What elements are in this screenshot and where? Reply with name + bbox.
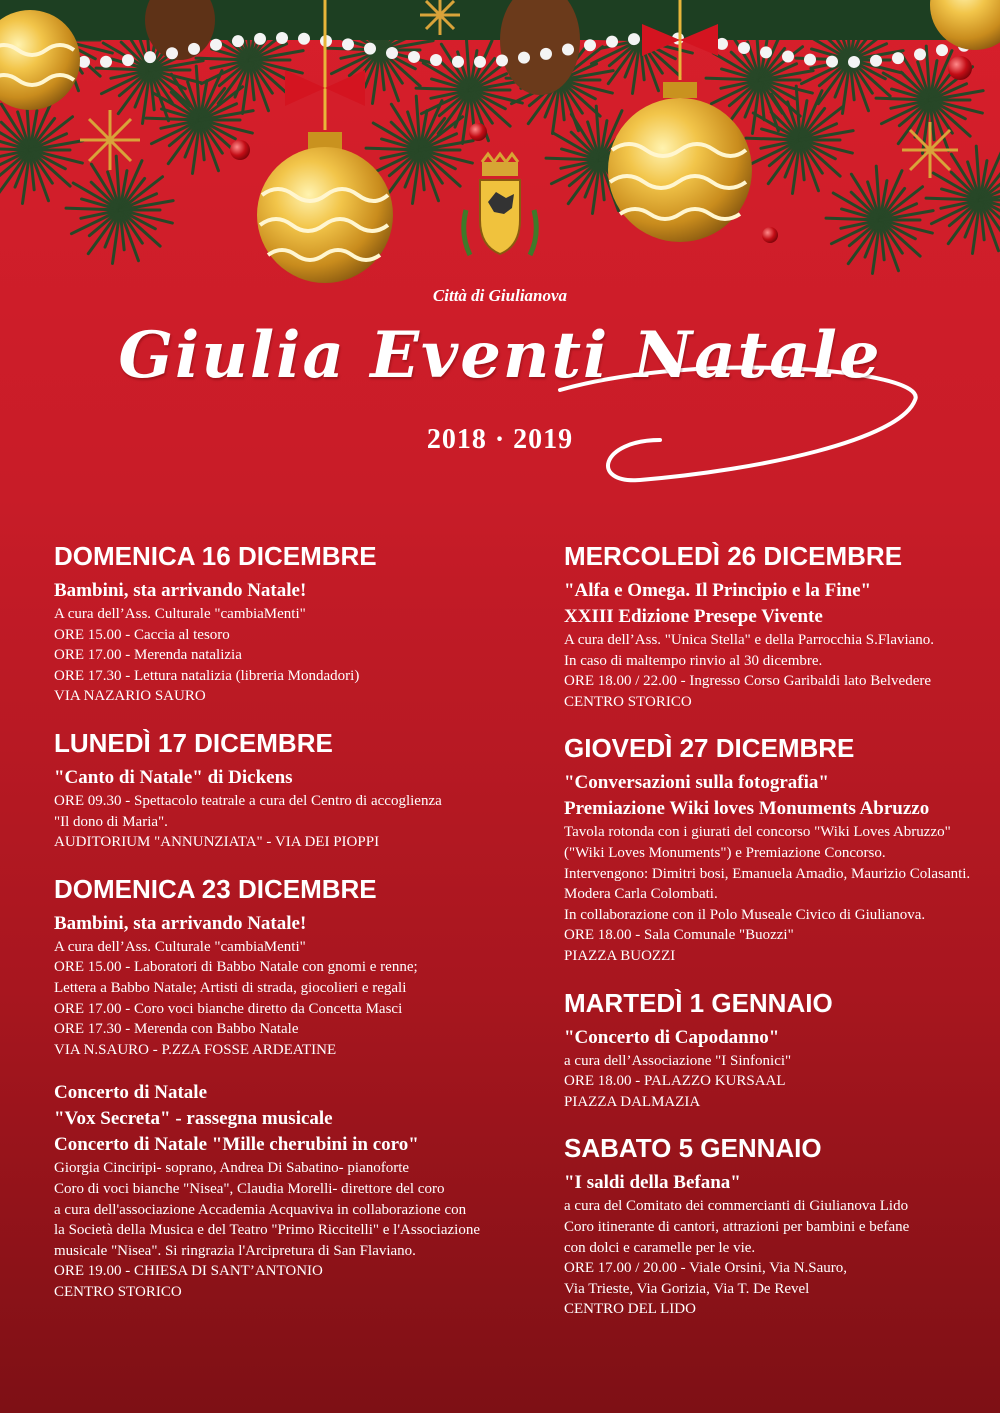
right-events-column <box>564 540 984 1340</box>
event-detail-line: ORE 17.00 - Coro voci bianche diretto da Concetta Masci <box>54 1000 403 1017</box>
event-detail-line: CENTRO STORICO <box>564 693 692 710</box>
city-coat-of-arms-icon <box>464 154 537 255</box>
event-date: GIOVEDÌ 27 DICEMBRE <box>564 733 855 764</box>
event-detail-line: a cura del Comitato dei commercianti di Giulianova Lido <box>564 1198 909 1215</box>
event-detail-line: "Il dono di Maria". <box>54 813 168 830</box>
event-detail-line: ORE 09.30 - Spettacolo teatrale a cura del Centro di accoglienza <box>54 792 442 809</box>
event-title: Concerto di Natale "Mille cherubini in coro" <box>54 1134 419 1156</box>
event-date: SABATO 5 GENNAIO <box>564 1133 822 1164</box>
event-detail-line: A cura dell’Ass. "Unica Stella" e della Parrocchia S.Flaviano. <box>564 632 935 648</box>
pinecone-icon <box>145 0 215 60</box>
event-block <box>54 540 524 707</box>
event-detail-line: CENTRO DEL LIDO <box>564 1301 696 1318</box>
event-detail-line: In caso di maltempo rinvio al 30 dicembre. <box>564 652 823 669</box>
event-detail-line: CENTRO STORICO <box>54 1283 182 1300</box>
event-detail-line: Modera Carla Colombati. <box>564 886 718 903</box>
event-detail-line: Coro itinerante di cantori, attrazioni per bambini e befane <box>564 1218 910 1235</box>
main-title: Giulia Eventi Natale <box>118 318 882 393</box>
years-label: 2018 · 2019 <box>426 424 574 455</box>
event-detail-line: Intervengono: Dimitri bosi, Emanuela Amadio, Maurizio Colasanti. <box>564 865 971 882</box>
event-title: "Conversazioni sulla fotografia" <box>564 772 829 794</box>
city-name: Città di Giulianova <box>432 286 568 305</box>
christmas-decoration <box>0 0 1000 300</box>
event-date: LUNEDÌ 17 DICEMBRE <box>54 727 333 758</box>
event-date: MARTEDÌ 1 GENNAIO <box>564 987 833 1018</box>
event-detail-line: A cura dell’Ass. Culturale "cambiaMenti" <box>54 606 306 622</box>
event-block <box>564 1132 984 1320</box>
event-detail-line: AUDITORIUM "ANNUNZIATA" - VIA DEI PIOPPI <box>54 834 380 851</box>
event-date: MERCOLEDÌ 26 DICEMBRE <box>564 541 903 571</box>
event-detail-line: ORE 15.00 - Caccia al tesoro <box>54 626 230 643</box>
event-detail-line: ORE 19.00 - CHIESA DI SANT’ANTONIO <box>54 1263 323 1280</box>
event-date: DOMENICA 16 DICEMBRE <box>54 541 377 571</box>
event-detail-line: con dolci e caramelle per le vie. <box>564 1239 756 1256</box>
event-block <box>54 727 524 853</box>
event-detail-line: In collaborazione con il Polo Museale Civico di Giulianova. <box>564 906 926 923</box>
event-detail-line: Giorgia Cinciripi- soprano, Andrea Di Sabatino- pianoforte <box>54 1160 410 1177</box>
gold-ornament-icon <box>930 0 1000 50</box>
event-detail-line: a cura dell’Associazione "I Sinfonici" <box>564 1052 792 1069</box>
event-detail-line: PIAZZA DALMAZIA <box>564 1093 701 1110</box>
event-block <box>54 1080 524 1302</box>
event-detail-line: PIAZZA BUOZZI <box>564 947 676 964</box>
event-detail-line: Tavola rotonda con i giurati del concorso "Wiki Loves Abruzzo" <box>564 824 951 841</box>
event-detail-line: la Società della Musica e del Teatro "Primo Riccitelli" e l'Associazione <box>54 1222 480 1239</box>
event-title: Concerto di Natale <box>54 1082 208 1104</box>
event-block <box>564 987 984 1113</box>
event-detail-line: musicale "Nisea". Si ringrazia l'Arcipretura di San Flaviano. <box>54 1242 416 1259</box>
event-detail-line: ORE 17.00 / 20.00 - Viale Orsini, Via N.Sauro, <box>564 1260 848 1277</box>
event-detail-line: A cura dell’Ass. Culturale "cambiaMenti" <box>54 938 306 955</box>
event-detail-line: Coro di voci bianche "Nisea", Claudia Morelli- direttore del coro <box>54 1180 445 1197</box>
event-detail-line: VIA NAZARIO SAURO <box>54 688 206 705</box>
event-detail-line: a cura dell'associazione Accademia Acquaviva in collaborazione con <box>54 1201 467 1218</box>
event-block <box>564 732 984 966</box>
event-date: DOMENICA 23 DICEMBRE <box>54 873 377 904</box>
event-detail-line: Lettera a Babbo Natale; Artisti di strada, giocolieri e regali <box>54 979 407 996</box>
event-detail-line: ORE 17.30 - Lettura natalizia (libreria Mondadori) <box>54 667 360 684</box>
event-title: "Canto di Natale" di Dickens <box>54 766 293 788</box>
event-detail-line: VIA N.SAURO - P.ZZA FOSSE ARDEATINE <box>54 1041 337 1058</box>
event-detail-line: ORE 18.00 - PALAZZO KURSAAL <box>564 1073 786 1090</box>
event-detail-line: ORE 18.00 - Sala Comunale "Buozzi" <box>564 927 794 944</box>
event-detail-line: ORE 15.00 - Laboratori di Babbo Natale con gnomi e renne; <box>54 959 418 976</box>
event-block <box>54 873 524 1061</box>
event-title: "Vox Secreta" - rassegna musicale <box>54 1108 333 1130</box>
event-title: "Concerto di Capodanno" <box>564 1026 780 1048</box>
event-title: "I saldi della Befana" <box>564 1172 741 1194</box>
event-title: Bambini, sta arrivando Natale! <box>54 580 307 601</box>
event-title: XXIII Edizione Presepe Vivente <box>564 606 823 627</box>
event-detail-line: ORE 17.30 - Merenda con Babbo Natale <box>54 1021 299 1038</box>
event-block <box>564 540 984 712</box>
left-events-column <box>54 540 524 1322</box>
event-title: "Alfa e Omega. Il Principio e la Fine" <box>564 580 872 601</box>
event-title: Bambini, sta arrivando Natale! <box>54 912 307 934</box>
event-detail-line: ("Wiki Loves Monuments") e Premiazione Concorso. <box>564 844 886 861</box>
event-title: Premiazione Wiki loves Monuments Abruzzo <box>564 798 930 820</box>
event-detail-line: Via Trieste, Via Gorizia, Via T. De Revel <box>564 1280 810 1297</box>
event-detail-line: ORE 17.00 - Merenda natalizia <box>54 647 242 664</box>
event-detail-line: ORE 18.00 / 22.00 - Ingresso Corso Garibaldi lato Belvedere <box>564 673 932 690</box>
